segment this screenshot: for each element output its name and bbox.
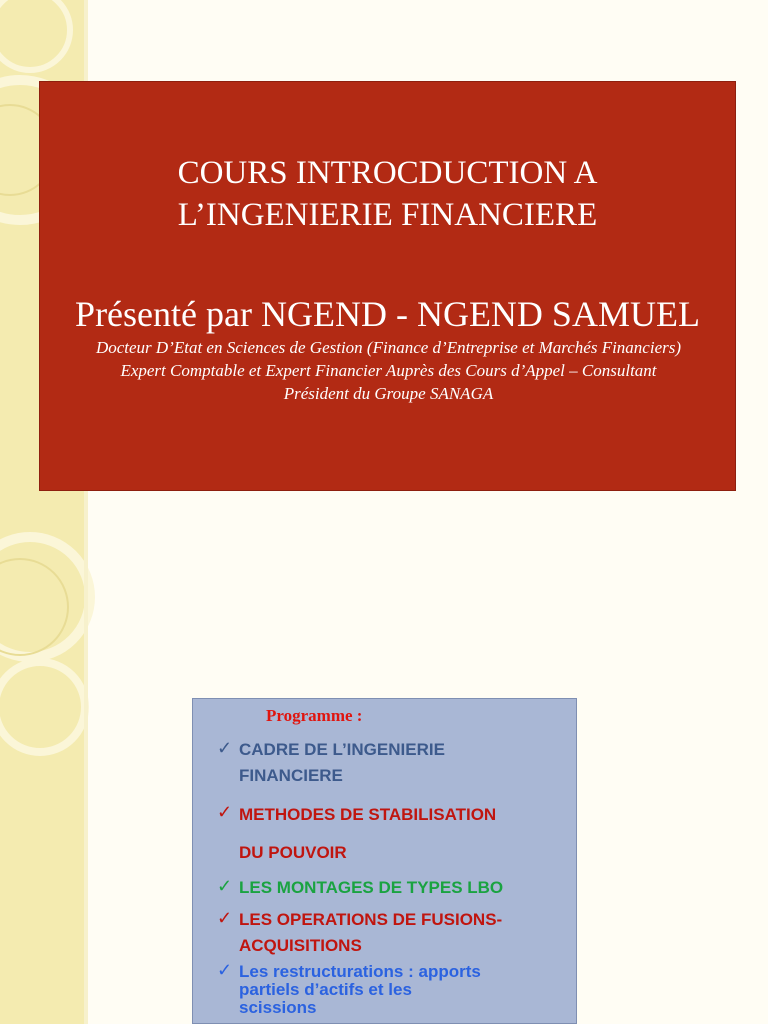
presenter-name: Présenté par NGEND - NGEND SAMUEL xyxy=(75,294,700,334)
title-line-2: L’INGENIERIE FINANCIERE xyxy=(177,197,598,233)
checkmark-icon: ✓ xyxy=(217,960,233,980)
programme-item: ✓ CADRE DE L’INGENIERIE FINANCIERE xyxy=(239,737,445,789)
credential-line: Expert Comptable et Expert Financier Auprès des Cours d’Appel – Consultant xyxy=(120,361,657,380)
sidebar-divider xyxy=(84,512,88,1024)
checkmark-icon: ✓ xyxy=(217,876,233,896)
programme-title: Programme : xyxy=(266,706,363,725)
checkmark-icon: ✓ xyxy=(217,738,233,758)
title-box xyxy=(39,81,736,491)
programme-item: ✓ LES OPERATIONS DE FUSIONS- ACQUISITIONS xyxy=(239,907,502,959)
programme-item: ✓ METHODES DE STABILISATION DU POUVOIR xyxy=(239,802,496,866)
title-line-1: COURS INTROCDUCTION A xyxy=(177,155,598,191)
checkmark-icon: ✓ xyxy=(217,802,233,822)
decorative-sidebar xyxy=(0,512,84,1024)
decorative-circles-icon xyxy=(0,512,84,1024)
credential-line: Président du Groupe SANAGA xyxy=(283,384,494,403)
programme-item: ✓ Les restructurations : apports partiels d’actifs et les scissions xyxy=(217,960,481,1017)
programme-box xyxy=(192,698,577,1024)
credential-line: Docteur D’Etat en Sciences de Gestion (Finance d’Entreprise et Marchés Financiers) xyxy=(95,338,682,357)
programme-item: ✓ LES MONTAGES DE TYPES LBO xyxy=(239,875,503,901)
course-title xyxy=(40,152,735,236)
checkmark-icon: ✓ xyxy=(217,908,233,928)
presenter-credentials xyxy=(60,336,717,405)
programme-slide xyxy=(0,512,768,1024)
